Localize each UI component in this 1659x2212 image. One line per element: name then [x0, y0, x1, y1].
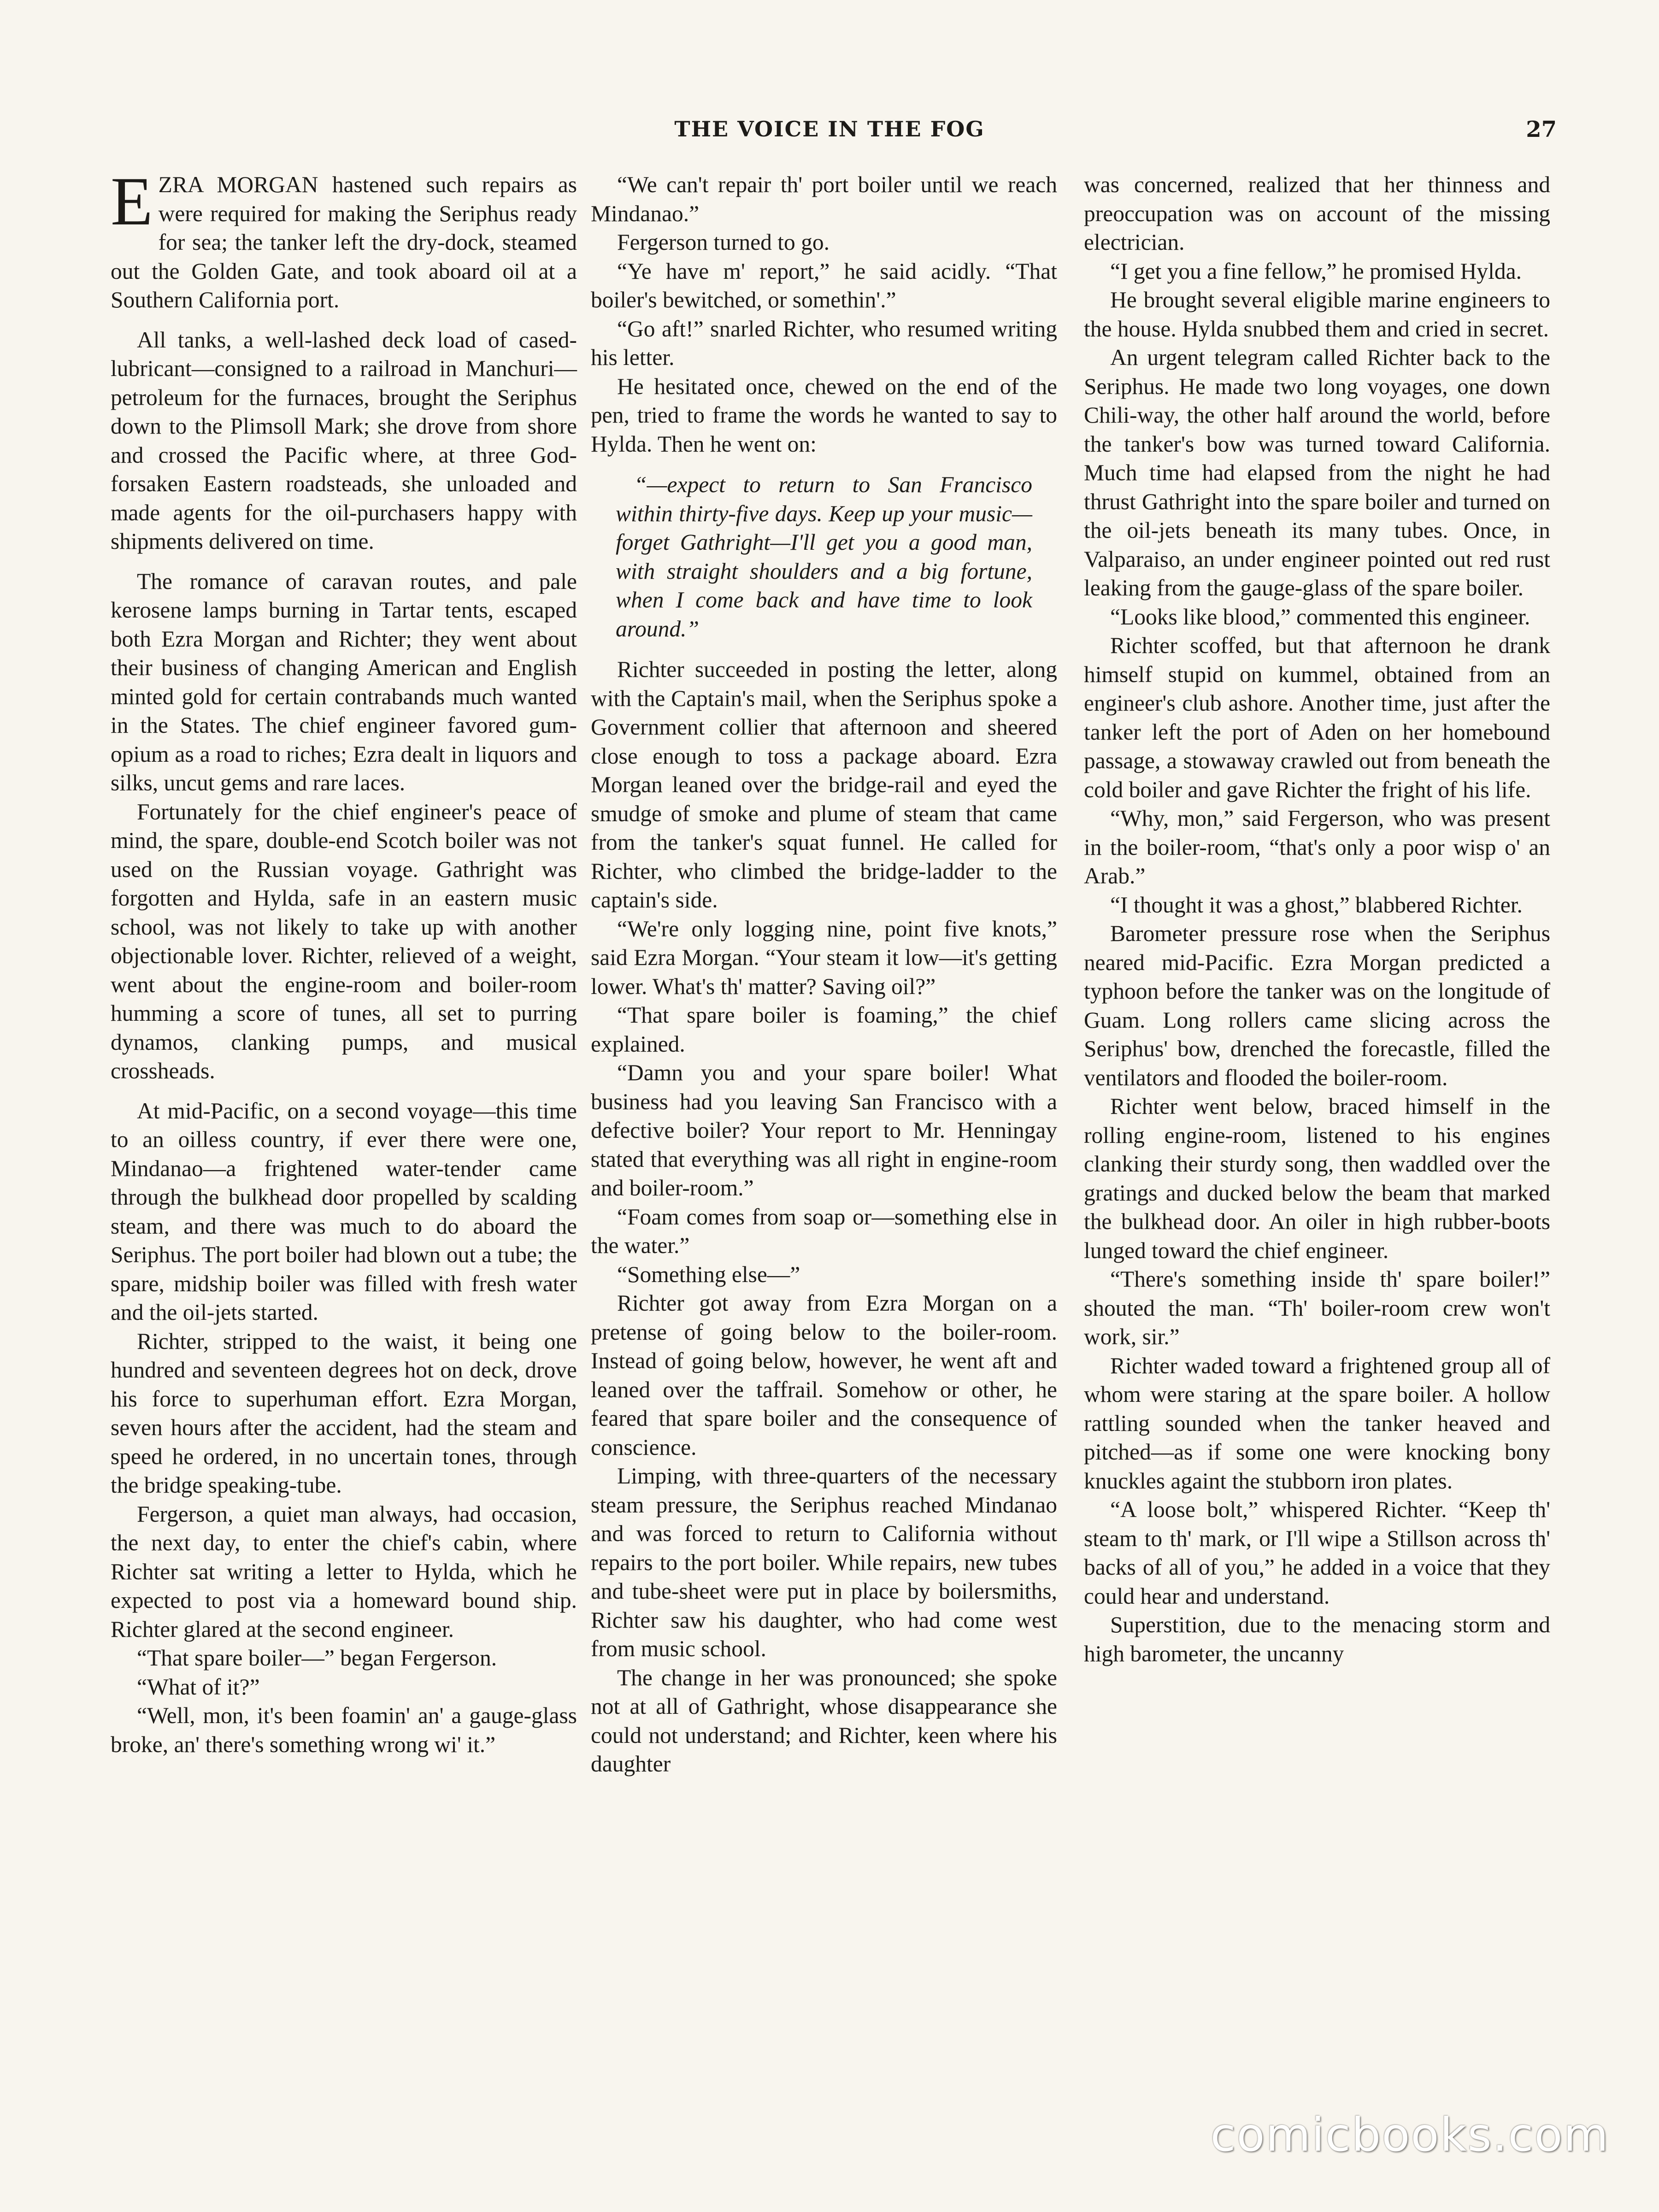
paragraph: Richter went below, braced himself in the rolling engine-room, listened to his engines clanking their sturdy song, then waddled over the gratings and ducked below the beam that marked the bulkhead door. An oiler in high rubber-boots lunged toward the chief engineer. — [1084, 1094, 1550, 1263]
paragraph: “What of it?” — [137, 1674, 260, 1700]
paragraph: “Why, mon,” said Fergerson, who was present in the boiler-room, “that's only a poor wisp o' an Arab.” — [1084, 806, 1550, 888]
drop-cap: E — [111, 163, 153, 240]
page-number: 27 — [1526, 117, 1557, 142]
paragraph: “Something else—” — [617, 1261, 800, 1287]
column-3 — [1084, 171, 1550, 1668]
paragraph: “I get you a fine fellow,” he promised Hylda. — [1110, 258, 1522, 284]
watermark: comicbooks.com — [1210, 2108, 1609, 2162]
paragraph: “We're only logging nine, point five knots,” said Ezra Morgan. “Your steam it low—it's getting lower. What's th' matter? Saving oil?” — [591, 916, 1057, 999]
paragraph: “There's something inside th' spare boiler!” shouted the man. “Th' boiler-room crew won't work, sir.” — [1084, 1266, 1550, 1349]
paragraph: “A loose bolt,” whispered Richter. “Keep th' steam to th' mark, or I'll wipe a Stillson across th' backs of all of you,” he added in a voice that they could hear and understand. — [1084, 1497, 1550, 1609]
paragraph: Barometer pressure rose when the Seriphus neared mid-Pacific. Ezra Morgan predicted a typhoon before the tanker was on the longitude of Guam. Long rollers came slicing across the Seriphus' bow, drenched the forecastle, filled the ventilators and flooded the boiler-room. — [1084, 921, 1550, 1090]
column-2 — [591, 171, 1057, 1779]
paragraph: Richter got away from Ezra Morgan on a pretense of going below to the boiler-room. Instead of going below, however, he went aft and leaned over the taffrail. Somehow or other, he feared that spare boiler and the consequence of conscience. — [591, 1290, 1057, 1460]
paragraph: “Damn you and your spare boiler! What business had you leaving San Francisco with a defective boiler? Your report to Mr. Henningay stated that everything was all right in engine-room and boiler-room.” — [591, 1060, 1057, 1200]
paragraph: Richter succeeded in posting the letter, along with the Captain's mail, when the Seriphus spoke a Government collier that afternoon and sheered close enough to toss a package aboard. Ezra Morgan leaned over the bridge-rail and eyed the smudge of smoke and plume of steam that came from the tanker's squat funnel. He called for Richter, who climbed the bridge-ladder to the captain's side. — [591, 657, 1057, 912]
paragraph: Richter scoffed, but that afternoon he drank himself stupid on kummel, obtained from an engineer's club ashore. Another time, just after the tanker left the port of Aden on her homebound passage, a stowaway crawled out from beneath the cold boiler and gave Richter the fright of his life. — [1084, 633, 1550, 802]
paragraph: Fortunately for the chief engineer's peace of mind, the spare, double-end Scotch boiler was not used on the Russian voyage. Gathright was forgotten and Hylda, safe in an eastern music school, was not likely to take up with another objectionable lover. Richter, relieved of a weight, went about the engine-room and boiler-room humming a score of tunes, all set to purring dynamos, clanking pumps, and musical crossheads. — [111, 799, 577, 1083]
paragraph: Richter, stripped to the waist, it being one hundred and seventeen degrees hot on deck, drove his force to superhuman effort. Ezra Morgan, seven hours after the accident, had the steam and speed he ordered, in no uncertain tones, through the bridge speaking-tube. — [111, 1328, 577, 1498]
paragraph: EZRA MORGAN hastened such repairs as were required for making the Seriphus ready for sea; the tanker left the dry-dock, steamed out the Golden Gate, and took aboard oil at a Southern California port. — [111, 163, 577, 312]
paragraph: “That spare boiler is foaming,” the chief explained. — [591, 1002, 1057, 1057]
paragraph: “Well, mon, it's been foamin' an' a gauge-glass broke, an' there's something wrong wi' it.” — [111, 1703, 577, 1757]
paragraph: “Looks like blood,” commented this engineer. — [1110, 604, 1530, 629]
running-header: THE VOICE IN THE FOG — [674, 117, 985, 141]
paragraph: was concerned, realized that her thinness and preoccupation was on account of the missing electrician. — [1084, 172, 1550, 255]
paragraph: Fergerson turned to go. — [617, 229, 830, 255]
paragraph: “Ye have m' report,” he said acidly. “That boiler's bewitched, or somethin'.” — [591, 258, 1057, 312]
paragraph: He brought several eligible marine engineers to the house. Hylda snubbed them and cried in secret. — [1084, 287, 1550, 341]
paragraph: “We can't repair th' port boiler until we reach Mindanao.” — [591, 172, 1057, 226]
paragraph: All tanks, a well-lashed deck load of cased-lubricant—consigned to a railroad in Manchuri—petroleum for the furnaces, brought the Seriphus down to the Plimsoll Mark; she drove from shore and crossed the Pacific where, at three God-forsaken Eastern roadsteads, she unloaded and made agents for the oil-purchasers happy with shipments delivered on time. — [111, 327, 577, 554]
paragraph: “That spare boiler—” began Fergerson. — [137, 1645, 497, 1671]
column-1 — [111, 163, 577, 1759]
paragraph: “Go aft!” snarled Richter, who resumed writing his letter. — [591, 316, 1057, 370]
paragraph: The romance of caravan routes, and pale kerosene lamps burning in Tartar tents, escaped both Ezra Morgan and Richter; they went about their business of changing American and English minted gold for certain contrabands much wanted in the States. The chief engineer favored gum-opium as a road to riches; Ezra dealt in liquors and silks, uncut gems and rare laces. — [111, 568, 577, 795]
paragraph: Superstition, due to the menacing storm and high barometer, the uncanny — [1084, 1612, 1550, 1666]
paragraph: The change in her was pronounced; she spoke not at all of Gathright, whose disappearance she could not understand; and Richter, keen where his daughter — [591, 1665, 1057, 1777]
paragraph: Richter waded toward a frightened group all of whom were staring at the spare boiler. A hollow rattling sounded when the tanker heaved and pitched—as if some one were knocking bony knuckles againt the stubborn iron plates. — [1084, 1353, 1550, 1494]
paragraph: He hesitated once, chewed on the end of the pen, tried to frame the words he wanted to say to Hylda. Then he went on: — [591, 373, 1057, 457]
paragraph: “Foam comes from soap or—something else in the water.” — [591, 1204, 1057, 1258]
paragraph: Limping, with three-quarters of the necessary steam pressure, the Seriphus reached Mindanao and was forced to return to California without repairs to the port boiler. While repairs, new tubes and tube-sheet were put in place by boilersmiths, Richter saw his daughter, who had come west from music school. — [591, 1463, 1057, 1661]
paragraph: At mid-Pacific, on a second voyage—this time to an oilless country, if ever there were one, Mindanao—a frightened water-tender came through the bulkhead door propelled by scalding steam, and there was much to do aboard the Seriphus. The port boiler had blown out a tube; the spare, midship boiler was filled with fresh water and the oil-jets started. — [111, 1098, 577, 1325]
paragraph: An urgent telegram called Richter back to the Seriphus. He made two long voyages, one down Chili-way, the other half around the world, before the tanker's bow was turned toward California. Much time had elapsed from the night he had thrust Gathright into the spare boiler and turned on the oil-jets beneath its many tubes. Once, in Valparaiso, an under engineer pointed out red rust leaking from the gauge-glass of the spare boiler. — [1084, 345, 1550, 600]
paragraph: “I thought it was a ghost,” blabbered Richter. — [1110, 892, 1523, 918]
letter-quote: “—expect to return to San Francisco within thirty-five days. Keep up your music—forget Gathright—I'll get you a good man, with straight shoulders and a big fortune, when I come back and have time to look around.” — [616, 472, 1032, 641]
paragraph: Fergerson, a quiet man always, had occasion, the next day, to enter the chief's cabin, where Richter sat writing a letter to Hylda, which he expected to post via a homeward bound ship. Richter glared at the second engineer. — [111, 1501, 577, 1642]
